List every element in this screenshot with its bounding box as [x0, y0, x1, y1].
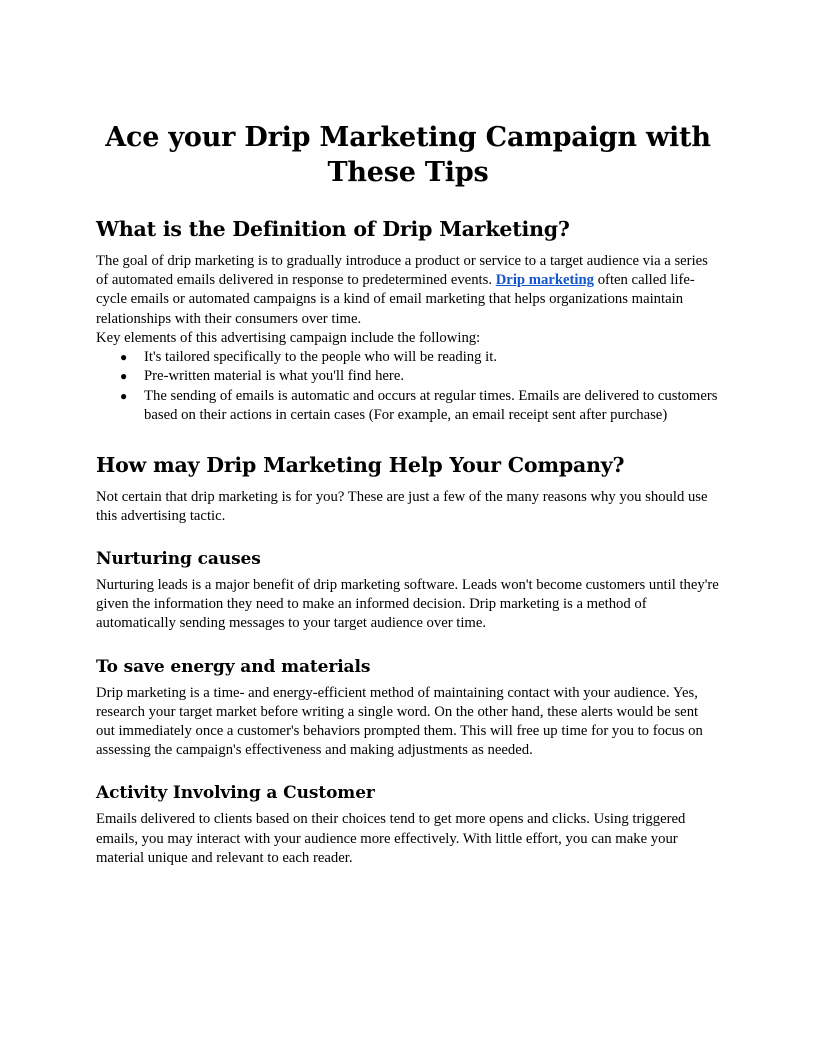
save-energy-paragraph: Drip marketing is a time- and energy-efficient method of maintaining contact with your audience. Yes, research your target market before writing a single word. On the other hand, these alerts would be sent out immediately once a customer's behaviors prompted them. This will free up time for you to focus on assessing the campaign's effectiveness and making adjustments as needed.: [96, 684, 703, 759]
title-line-2: These Tips: [327, 157, 489, 188]
list-item: [120, 387, 720, 426]
subheading-customer-activity: Activity Involving a Customer: [96, 783, 375, 804]
title-line-1: Ace your Drip Marketing Campaign with: [105, 122, 711, 153]
list-item: [120, 367, 720, 386]
list-item-text: The sending of emails is automatic and occurs at regular times. Emails are delivered to customers based on their actions in certain cases (For example, an email receipt sent after purchase): [144, 387, 718, 424]
customer-activity-paragraph: Emails delivered to clients based on their choices tend to get more opens and clicks. Using triggered emails, you may interact with your audience more effectively. With little effort, you can make your material unique and relevant to each reader.: [96, 811, 686, 866]
definition-text-part-1: The goal of drip marketing is to gradually introduce a product or service to a target audience via a series of automated emails delivered in response to predetermined events.: [96, 253, 708, 289]
key-elements-list: [96, 348, 720, 426]
subheading-save-energy: To save energy and materials: [96, 656, 371, 677]
bullet-icon: ●: [120, 388, 128, 403]
list-item-text: Pre-written material is what you'll find here.: [144, 368, 405, 385]
page-title: [96, 120, 720, 190]
key-elements-intro: Key elements of this advertising campaign include the following:: [96, 329, 481, 346]
section-heading-benefits: How may Drip Marketing Help Your Company?: [96, 452, 625, 477]
bullet-icon: ●: [120, 369, 128, 384]
list-item: [120, 348, 720, 367]
section-heading-definition: What is the Definition of Drip Marketing?: [96, 217, 570, 241]
drip-marketing-link[interactable]: Drip marketing: [495, 272, 595, 289]
nurturing-paragraph: Nurturing leads is a major benefit of drip marketing software. Leads won't become customers until they're given the information they need to make an informed decision. Drip marketing is a method of automatically sending messages to your target audience over time.: [96, 577, 719, 632]
bullet-icon: ●: [120, 350, 128, 365]
definition-paragraph: [96, 252, 720, 329]
document-page: [96, 120, 720, 868]
list-item-text: It's tailored specifically to the people who will be reading it.: [144, 349, 498, 366]
benefits-paragraph: Not certain that drip marketing is for you? These are just a few of the many reasons why you should use this advertising tactic.: [96, 488, 708, 524]
definition-text-part-2: often called life-cycle emails or automated campaigns is a kind of email marketing that helps organizations maintain relationships with their consumers over time.: [96, 272, 695, 327]
subheading-nurturing: Nurturing causes: [96, 549, 261, 570]
